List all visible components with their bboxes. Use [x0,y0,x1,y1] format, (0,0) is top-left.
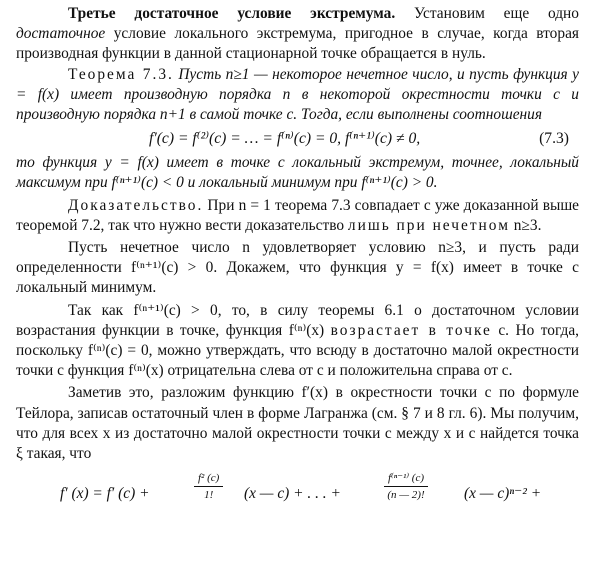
formula-number: (7.3) [539,130,569,148]
fraction-2-numerator: f⁽ⁿ⁻¹⁾ (c) [388,472,424,485]
increasing-spaced: возрастает в точке [330,321,492,339]
theorem-text: Пусть n≥1 — некоторое нечетное число, и пусть функция y = f(x) имеет производную порядка n в некоторой окрестности точки c и производную порядка n+1 в самой точке c. Тогда, если выполнены соотношения [16,65,579,124]
taylor-middle: (x — c) + . . . + [244,485,341,503]
paragraph-taylor: Заметив это, разложим функцию f′(x) в окрестности точки c по формуле Тейлора, записав остаточный член в форме Лагранжа (см. § 7 и 8 гл. 6). Мы получим, что для всех x из достаточно малой окрестности точки c между x и c найдется точка ξ такая, что [16,384,579,463]
taylor-fraction-2 [384,470,428,503]
taylor-lhs: f′ (x) = f′ (c) + [60,485,150,503]
fraction-2-denominator: (n — 2)! [387,489,425,502]
intro-text-a: Установим еще одно [395,5,579,22]
proof-end: n≥3. [509,216,542,234]
formula-expression: f′(c) = f⁽²⁾(c) = … = f⁽ⁿ⁾(c) = 0, f⁽ⁿ⁺¹⁾(c) ≠ 0, [149,130,421,148]
proof-paragraph [16,196,579,236]
proof-spaced-text: лишь при нечетном [347,216,510,234]
theorem-statement [16,65,579,126]
fraction-1-numerator: f² (c) [198,472,220,485]
theorem-conclusion: то функция y = f(x) имеет в точке c локальный экстремум, точнее, локальный максимум при f⁽ⁿ⁺¹⁾(c) < 0 и локальный минимум при f⁽ⁿ⁺¹⁾(c) > 0. [16,154,579,192]
taylor-formula [16,470,579,520]
theorem-label: Теорема 7.3. [68,65,174,83]
increasing-text-a: Так как f⁽ⁿ⁺¹⁾(c) > 0, то, в силу теоремы 6.1 о достаточном условии возрастания функции в точке, функция f⁽ⁿ⁾(x) [16,301,579,339]
taylor-tail: (x — c)ⁿ⁻² + [464,485,542,503]
paragraph-intro [16,4,579,65]
taylor-fraction-1 [194,470,223,503]
fraction-1-denominator: 1! [204,489,214,502]
increasing-text-b: c. Но тогда, поскольку f⁽ⁿ⁾(c) = 0, можно утверждать, что всюду в достаточно малой окрестности точки c функция f⁽ⁿ⁾(x) отрицательна слева от c и положительна справа от c. [16,321,580,380]
section-heading: Третье достаточное условие экстремума. [68,5,396,22]
paragraph-increasing [16,301,579,382]
intro-emphasis: достаточное [16,25,106,43]
intro-text-c: условие локального экстремума, пригодное в случае, когда вторая производная функции в данной стационарной точке обращается в нуль. [16,25,579,63]
formula-7-3 [16,125,579,153]
proof-text: При n = 1 теорема 7.3 совпадает с уже доказанной выше теоремой 7.2, так что нужно вести доказательство [16,196,579,234]
paragraph-odd-number: Пусть нечетное число n удовлетворяет условию n≥3, и пусть ради определенности f⁽ⁿ⁺¹⁾(c) > 0. Докажем, что функция y = f(x) имеет в точке c локальный минимум. [16,239,579,297]
proof-label: Доказательство. [68,196,204,214]
